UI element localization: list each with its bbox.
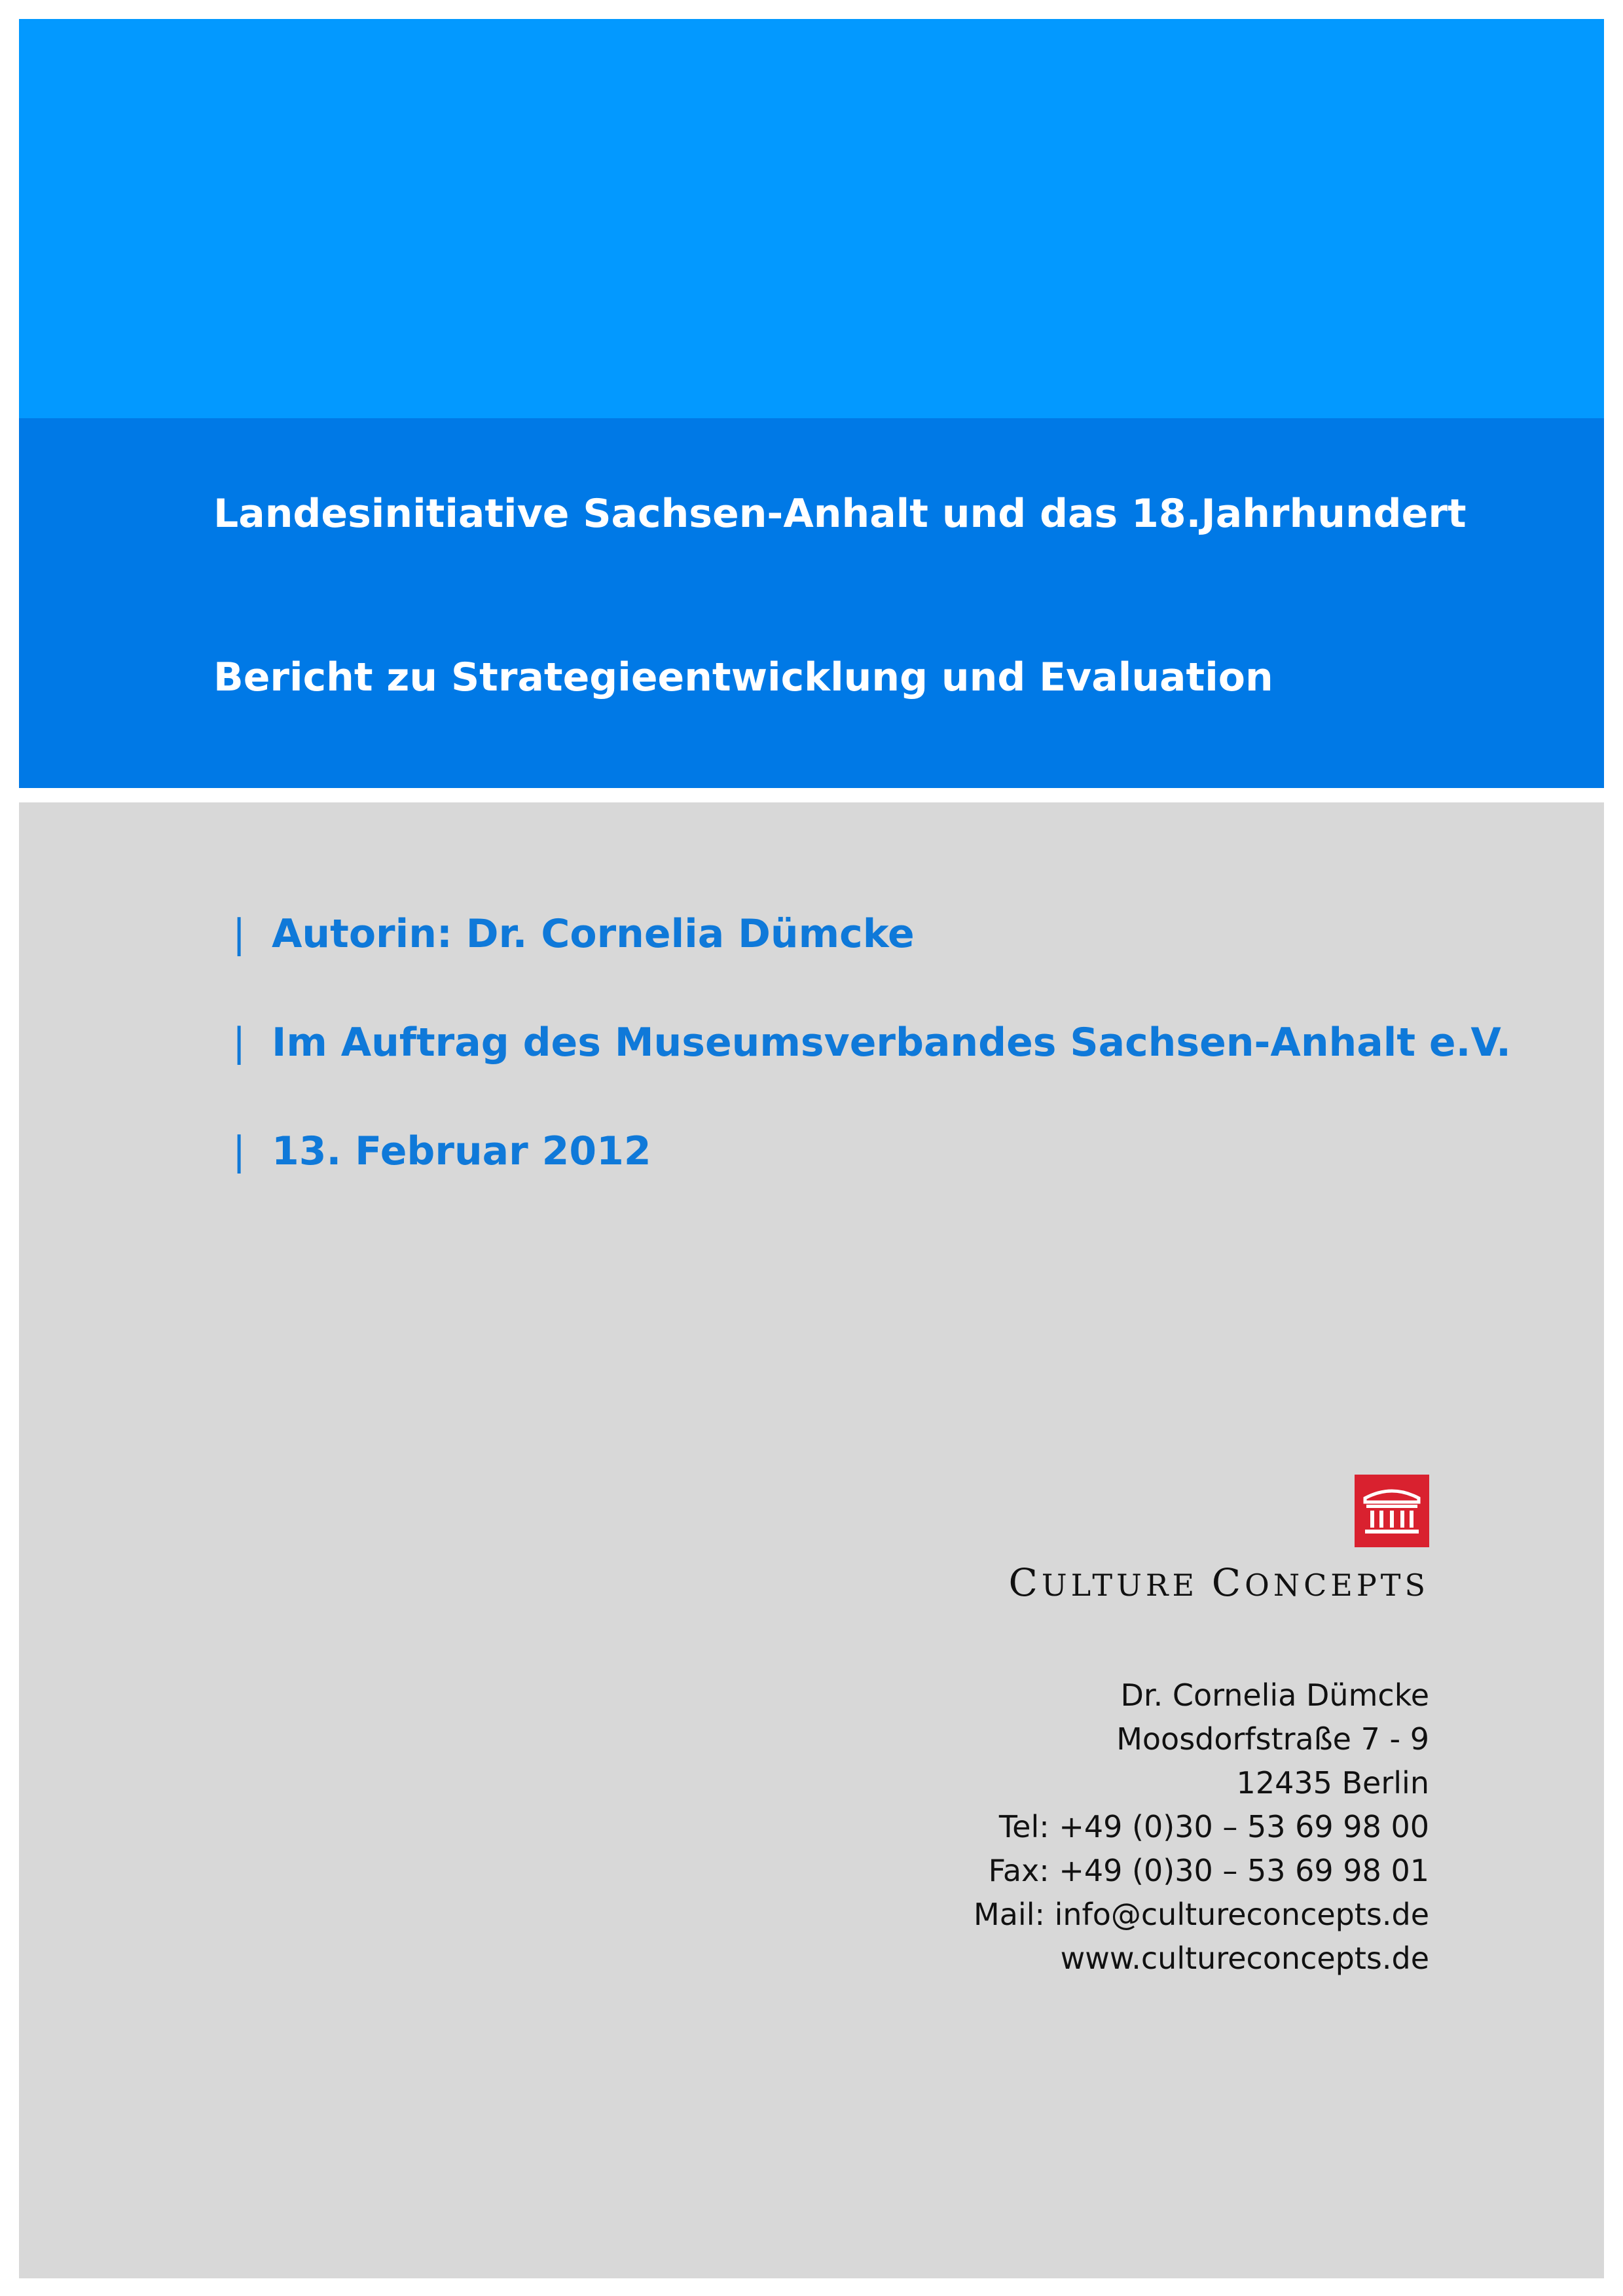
date-text: 13. Februar 2012 (272, 1128, 651, 1174)
title-band (19, 418, 1604, 788)
separator-bar: | (232, 1020, 246, 1066)
brand-initial: C (1008, 1560, 1042, 1605)
contact-tel: Tel: +49 (0)30 – 53 69 98 00 (998, 1809, 1429, 1844)
author-line (232, 911, 915, 957)
contact-fax: Fax: +49 (0)30 – 53 69 98 01 (988, 1853, 1429, 1888)
top-color-band (19, 19, 1604, 418)
contact-mail: Mail: info@cultureconcepts.de (974, 1897, 1429, 1932)
temple-icon (1355, 1475, 1429, 1547)
client-text: Im Auftrag des Museumsverbandes Sachsen-Anhalt e.V. (272, 1020, 1511, 1066)
contact-name: Dr. Cornelia Dümcke (1120, 1677, 1429, 1713)
contact-block (644, 1674, 1429, 1981)
author-text: Autorin: Dr. Cornelia Dümcke (272, 911, 915, 957)
brand-wordmark (1008, 1560, 1429, 1605)
separator-bar: | (232, 1128, 246, 1174)
date-line (232, 1128, 651, 1174)
brand-word-rest: ONCEPTS (1245, 1568, 1429, 1603)
contact-street: Moosdorfstraße 7 - 9 (1116, 1721, 1429, 1757)
contact-city: 12435 Berlin (1236, 1765, 1429, 1801)
contact-web: www.cultureconcepts.de (1060, 1941, 1429, 1976)
brand-word-rest: ULTURE (1041, 1568, 1199, 1603)
document-title: Landesinitiative Sachsen-Anhalt und das 18.Jahrhundert (213, 491, 1467, 537)
brand-initial: C (1211, 1560, 1245, 1605)
separator-bar: | (232, 911, 246, 957)
client-line (232, 1020, 1511, 1066)
document-subtitle: Bericht zu Strategieentwicklung und Evaluation (213, 655, 1273, 700)
